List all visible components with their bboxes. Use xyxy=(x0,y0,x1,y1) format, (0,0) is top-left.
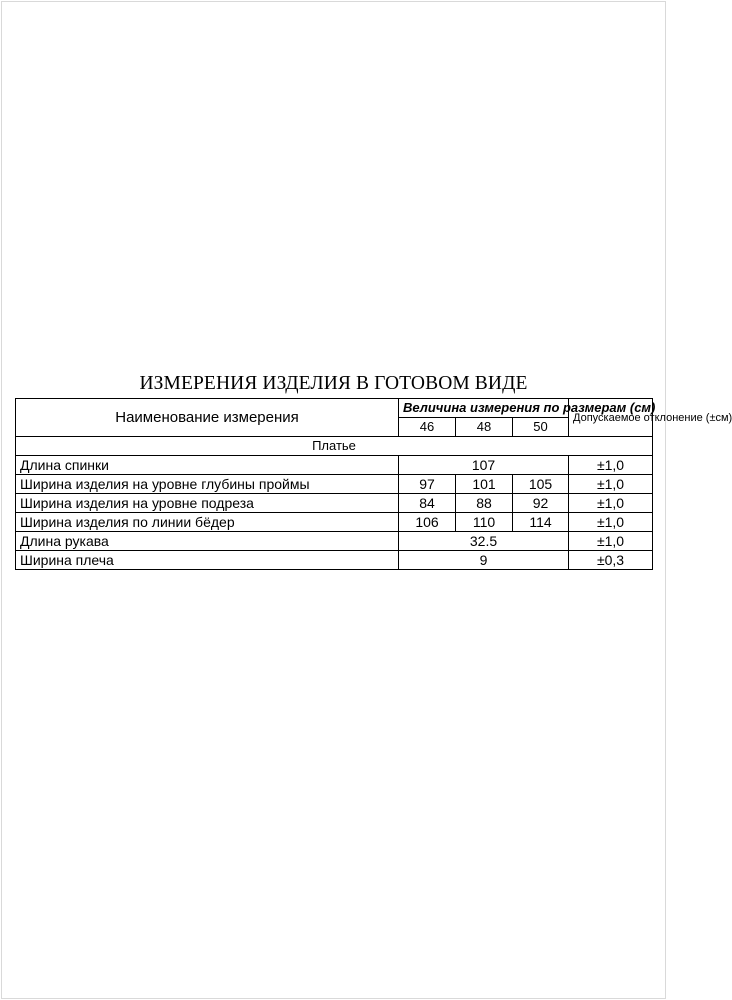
table-row xyxy=(16,532,653,551)
row-value-50: 105 xyxy=(513,475,569,494)
row-value-46: 106 xyxy=(399,513,456,532)
measurements-table xyxy=(15,398,732,570)
row-value-50: 92 xyxy=(513,494,569,513)
row-value-48: 101 xyxy=(456,475,513,494)
header-tolerance: Допускаемое отклонение (±см) xyxy=(569,399,653,437)
row-tolerance: ±0,3 xyxy=(569,551,653,570)
table-header-row xyxy=(16,399,653,418)
section-label: Платье xyxy=(16,437,653,456)
row-value-48: 110 xyxy=(456,513,513,532)
row-value-46: 84 xyxy=(399,494,456,513)
row-tolerance: ±1,0 xyxy=(569,532,653,551)
row-label: Ширина изделия по линии бёдер xyxy=(16,513,399,532)
row-value-48: 88 xyxy=(456,494,513,513)
row-tolerance: ±1,0 xyxy=(569,494,653,513)
row-value: 32.5 xyxy=(399,532,569,551)
row-label: Ширина изделия на уровне глубины проймы xyxy=(16,475,399,494)
row-label: Ширина плеча xyxy=(16,551,399,570)
table-row xyxy=(16,513,653,532)
section-row xyxy=(16,437,653,456)
size-48: 48 xyxy=(456,418,513,437)
table-row xyxy=(16,456,653,475)
table-row xyxy=(16,551,653,570)
header-measurement-name: Наименование измерения xyxy=(16,399,399,437)
row-tolerance: ±1,0 xyxy=(569,456,653,475)
row-tolerance: ±1,0 xyxy=(569,475,653,494)
row-value-50: 114 xyxy=(513,513,569,532)
row-value-46: 97 xyxy=(399,475,456,494)
row-label: Длина спинки xyxy=(16,456,399,475)
row-tolerance: ±1,0 xyxy=(569,513,653,532)
row-label: Ширина изделия на уровне подреза xyxy=(16,494,399,513)
size-46: 46 xyxy=(399,418,456,437)
row-value: 107 xyxy=(399,456,569,475)
row-label: Длина рукава xyxy=(16,532,399,551)
size-50: 50 xyxy=(513,418,569,437)
document-title: ИЗМЕРЕНИЯ ИЗДЕЛИЯ В ГОТОВОМ ВИДЕ xyxy=(139,373,528,394)
table-row xyxy=(16,475,653,494)
table-row xyxy=(16,494,653,513)
row-value: 9 xyxy=(399,551,569,570)
header-size-values: Величина измерения по размерам (см) xyxy=(399,399,569,418)
